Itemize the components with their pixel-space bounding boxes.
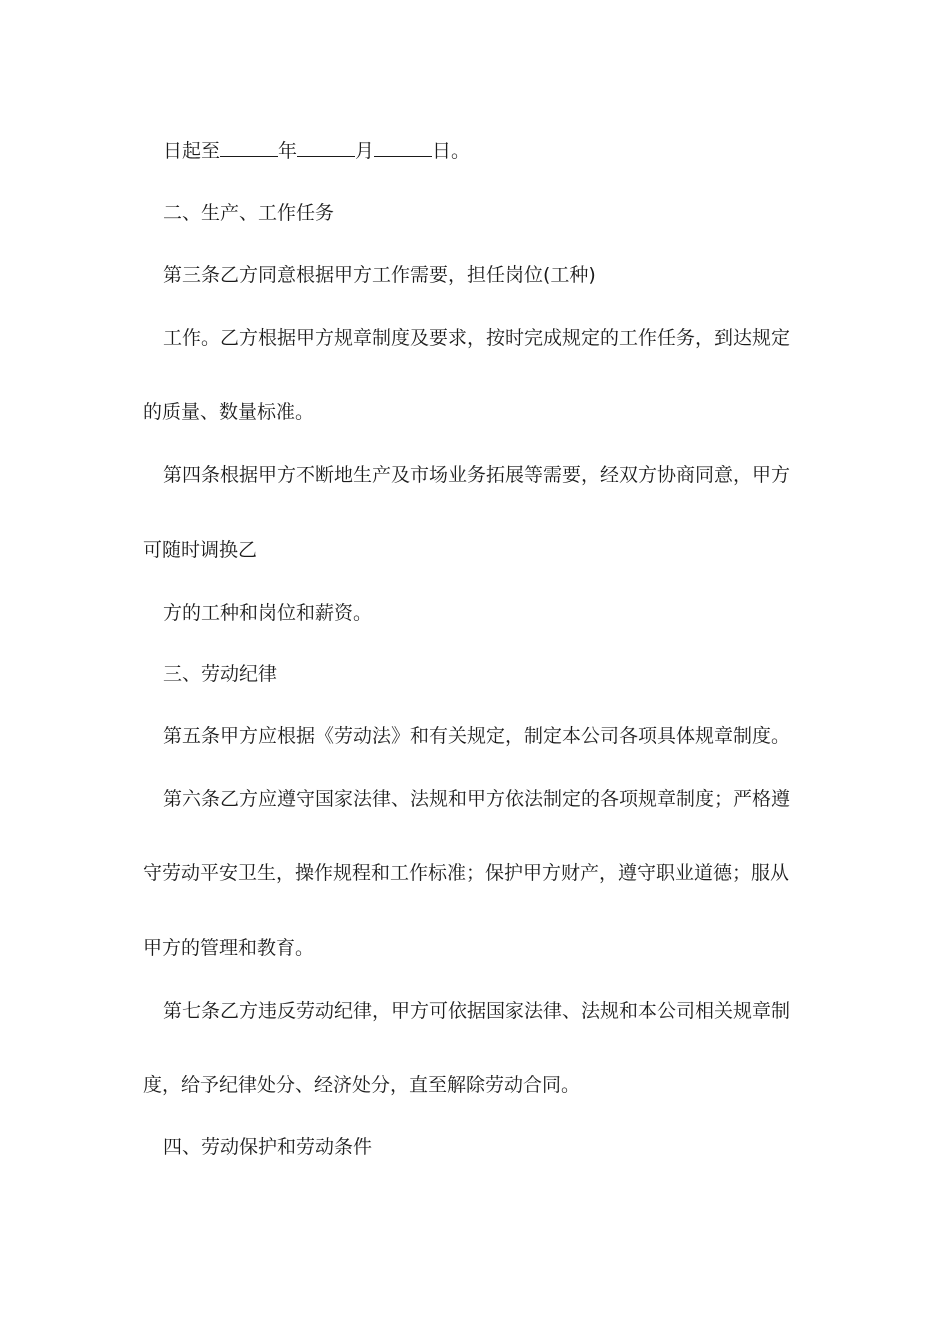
date-prefix: 日起至 — [163, 140, 221, 162]
section-2-heading: 二、生产、工作任务 — [163, 202, 335, 224]
year-blank — [220, 138, 278, 157]
date-line — [163, 138, 470, 164]
year-label: 年 — [278, 140, 298, 162]
article-3-line-2: 工作。乙方根据甲方规章制度及要求，按时完成规定的工作任务，到达规定 — [163, 327, 791, 349]
article-4-line-2: 可随时调换乙 — [143, 539, 258, 561]
article-6-line-3: 甲方的管理和教育。 — [143, 937, 315, 959]
article-6-line-1: 第六条乙方应遵守国家法律、法规和甲方依法制定的各项规章制度；严格遵 — [163, 788, 791, 810]
section-4-heading: 四、劳动保护和劳动条件 — [163, 1136, 373, 1158]
section-3-heading: 三、劳动纪律 — [163, 663, 278, 685]
article-3-line-1: 第三条乙方同意根据甲方工作需要，担任岗位(工种) — [163, 264, 596, 286]
article-4-line-1: 第四条根据甲方不断地生产及市场业务拓展等需要，经双方协商同意，甲方 — [163, 464, 791, 486]
day-label: 日。 — [432, 140, 471, 162]
article-4-line-3: 方的工种和岗位和薪资。 — [163, 602, 373, 624]
article-7-line-1: 第七条乙方违反劳动纪律，甲方可依据国家法律、法规和本公司相关规章制 — [163, 1000, 791, 1022]
month-label: 月 — [355, 140, 375, 162]
article-6-line-2: 守劳动平安卫生，操作规程和工作标准；保护甲方财产，遵守职业道德；服从 — [143, 862, 790, 884]
article-5-line-1: 第五条甲方应根据《劳动法》和有关规定，制定本公司各项具体规章制度。 — [163, 725, 791, 747]
month-blank — [297, 138, 355, 157]
day-blank — [374, 138, 432, 157]
article-7-line-2: 度，给予纪律处分、经济处分，直至解除劳动合同。 — [143, 1074, 581, 1096]
article-3-line-3: 的质量、数量标准。 — [143, 401, 315, 423]
